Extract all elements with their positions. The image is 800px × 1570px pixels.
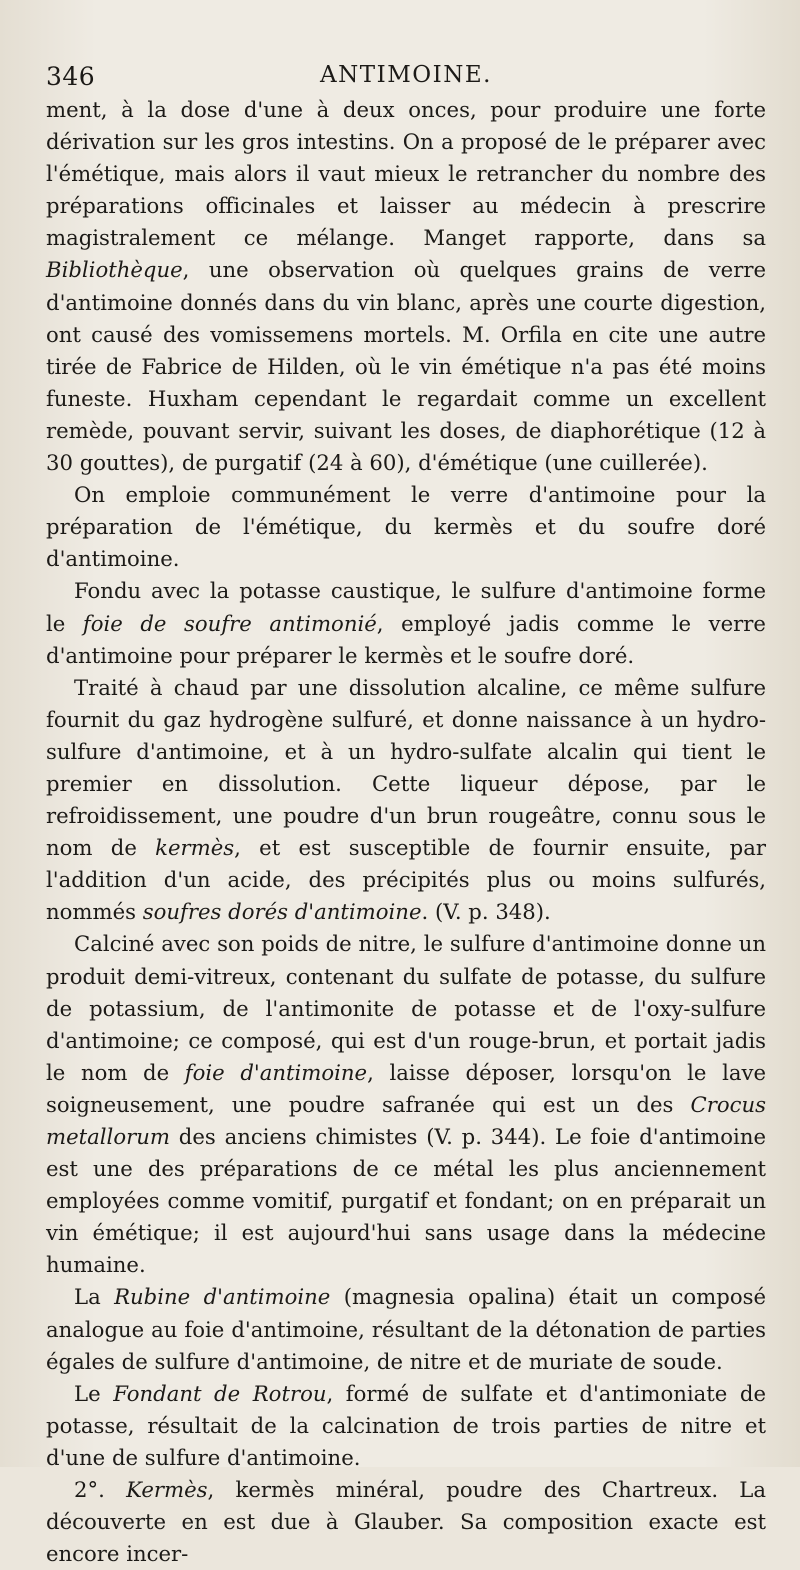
text-run: , laisse déposer, lorsqu'on le lave soigneusement, une poudre safranée qui est un des bbox=[46, 1059, 766, 1117]
body-text bbox=[46, 94, 766, 1570]
paragraph bbox=[46, 575, 766, 671]
text-run: 2°. bbox=[74, 1477, 127, 1503]
text-run: . (V. p. 348). bbox=[421, 899, 551, 925]
page-number: 346 bbox=[46, 62, 96, 91]
italic-term: soufres dorés d'antimoine bbox=[142, 899, 422, 925]
paragraph bbox=[46, 1474, 766, 1570]
italic-term: foie d'antimoine bbox=[184, 1059, 368, 1085]
paragraph bbox=[46, 1378, 766, 1474]
paragraph bbox=[46, 928, 766, 1281]
text-run: La bbox=[74, 1284, 115, 1310]
italic-term: Fondant de Rotrou bbox=[113, 1380, 327, 1406]
text-run: des anciens chimistes (V. p. 344). Le foie d'antimoine est une des préparations de ce métal les plus anciennement employées comme vomitif, purgatif et fondant; on en préparait un vin émétique; il est aujourd'hui sans usage dans la médecine humaine. bbox=[46, 1124, 766, 1278]
text-run: , employé jadis comme le verre d'antimoine pour préparer le kermès et le soufre doré. bbox=[46, 610, 766, 668]
text-run: , et est susceptible de fournir ensuite, par l'addition d'un acide, des précipités plus ou moins sulfurés, nommés bbox=[46, 835, 766, 925]
text-run: Calciné avec son poids de nitre, le sulfure d'antimoine donne un produit demi-vitreux, contenant du sulfate de potasse, du sulfure de potassium, de l'antimonite de potasse et de l'oxy-sulfure d'antimoine; ce composé, qui est d'un rouge-brun, et portait jadis le nom de bbox=[46, 931, 766, 1085]
paragraph bbox=[46, 1281, 766, 1377]
text-run: (magnesia opalina) était un composé analogue au foie d'antimoine, résultant de la détonation de parties égales de sulfure d'antimoine, de nitre et de muriate de soude. bbox=[46, 1284, 766, 1374]
text-run: Fondu avec la potasse caustique, le sulfure d'antimoine forme le bbox=[46, 578, 766, 636]
text-run: , kermès minéral, poudre des Chartreux. La découverte en est due à Glauber. Sa composition exacte est encore incer- bbox=[46, 1477, 767, 1567]
paragraph bbox=[46, 94, 766, 479]
page-header bbox=[46, 56, 766, 94]
italic-term: Kermès bbox=[126, 1477, 208, 1503]
italic-term: Rubine d'antimoine bbox=[114, 1284, 331, 1310]
text-run: Le bbox=[74, 1380, 114, 1406]
paragraph bbox=[46, 479, 766, 575]
italic-term: Bibliothèque bbox=[46, 257, 183, 283]
text-run: On emploie communément le verre d'antimoine pour la préparation de l'émétique, du kermès et du soufre doré d'antimoine. bbox=[46, 482, 766, 572]
italic-term: foie de soufre antimonié bbox=[82, 610, 377, 636]
italic-term: kermès bbox=[155, 835, 235, 861]
italic-term: Crocus metallorum bbox=[46, 1091, 766, 1149]
paragraph bbox=[46, 672, 766, 929]
text-run: Traité à chaud par une dissolution alcaline, ce même sulfure fournit du gaz hydrogène sulfuré, et donne naissance à un hydro-sulfure d'antimoine, et à un hydro-sulfate alcalin qui tient le premier en dissolution. Cette liqueur dépose, par le refroidissement, une poudre d'un brun rougeâtre, connu sous le nom de bbox=[46, 674, 766, 861]
text-run: , formé de sulfate et d'antimoniate de potasse, résultait de la calcination de trois parties de nitre et d'une de sulfure d'antimoine. bbox=[46, 1380, 766, 1470]
text-run: ment, à la dose d'une à deux onces, pour produire une forte dérivation sur les gros intestins. On a proposé de le préparer avec l'émétique, mais alors il vaut mieux le retrancher du nombre des préparations officinales et laisser au médecin à prescrire magistralement ce mélange. Manget rapporte, dans sa bbox=[46, 97, 766, 251]
text-run: , une observation où quelques grains de verre d'antimoine donnés dans du vin blanc, après une courte digestion, ont causé des vomissemens mortels. M. Orfila en cite une autre tirée de Fabrice de Hilden, où le vin émétique n'a pas été moins funeste. Huxham cependant le regardait comme un excellent remède, pouvant servir, suivant les doses, de diaphorétique (12 à 30 gouttes), de purgatif (24 à 60), d'émétique (une cuillerée). bbox=[46, 257, 766, 476]
running-title: ANTIMOINE. bbox=[320, 62, 492, 88]
